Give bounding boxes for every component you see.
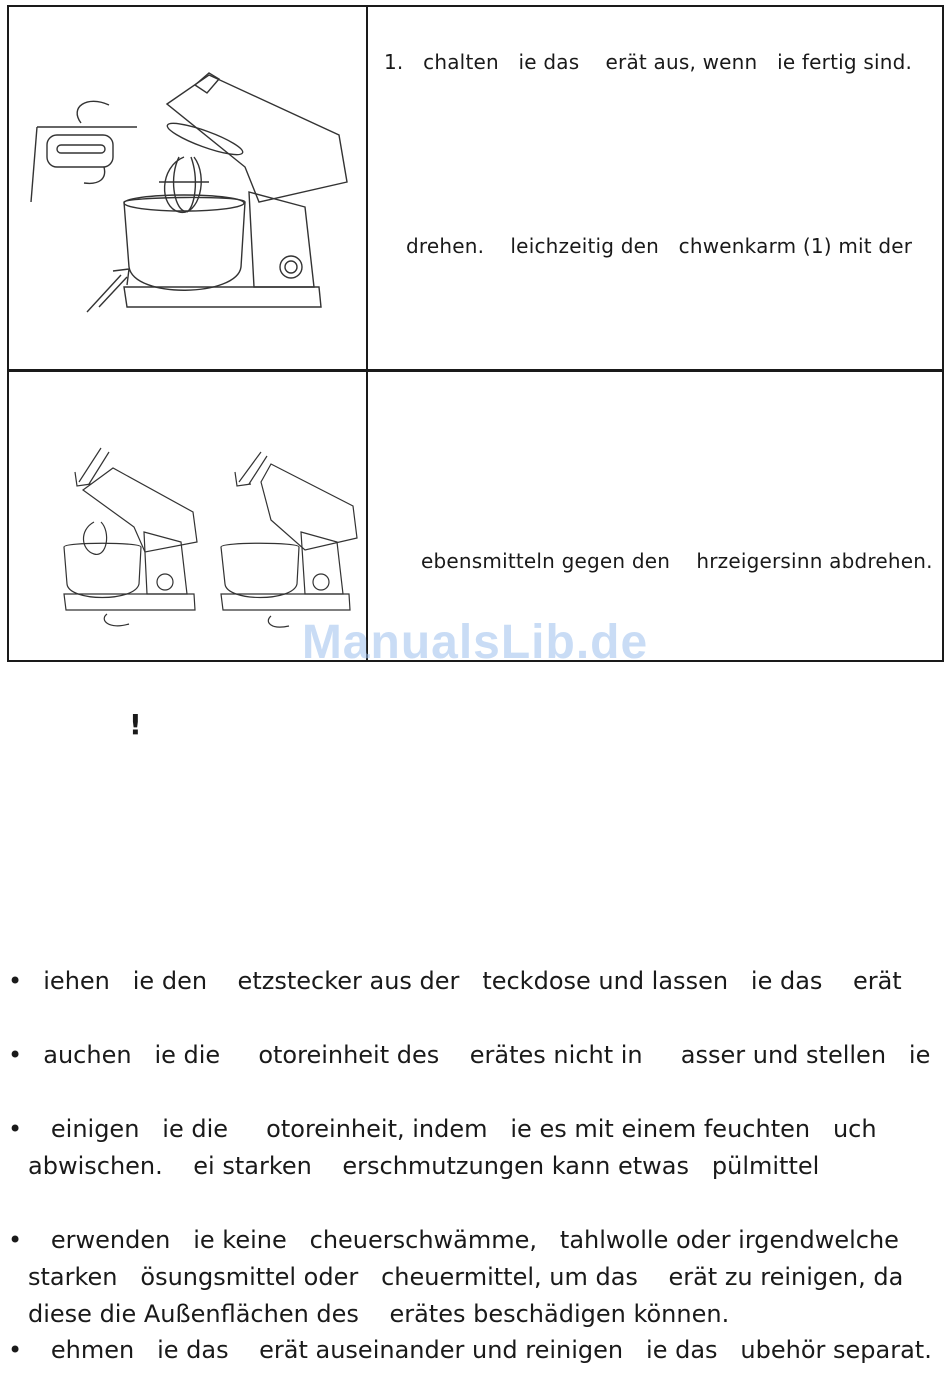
list-item-line: iehen ie den etzstecker aus der teckdose und lassen ie das erät bbox=[28, 967, 902, 995]
stand-mixer-tilt-head-illustration bbox=[9, 7, 366, 369]
step-text-line: 1. chalten ie das erät aus, wenn ie fertig sind. bbox=[384, 50, 913, 74]
bullet-icon: • bbox=[8, 1226, 23, 1254]
instruction-text-cell bbox=[368, 7, 942, 369]
section-heading-exclamation: ! bbox=[129, 708, 142, 741]
bullet-icon: • bbox=[8, 1336, 23, 1364]
bullet-icon: • bbox=[8, 1115, 23, 1143]
list-item-line: auchen ie die otoreinheit des erätes nicht in asser und stellen ie bbox=[28, 1041, 931, 1069]
step-text-line: ebensmitteln gegen den hrzeigersinn abdrehen. bbox=[421, 549, 933, 573]
instruction-row-1 bbox=[7, 5, 944, 371]
watermark: ManualsLib.de bbox=[301, 616, 649, 669]
bullet-icon: • bbox=[8, 967, 23, 995]
step-text-line: drehen. leichzeitig den chwenkarm (1) mit der bbox=[406, 234, 913, 258]
list-item-line: ehmen ie das erät auseinander und reinigen ie das ubehör separat. bbox=[28, 1336, 932, 1364]
list-item-line: einigen ie die otoreinheit, indem ie es mit einem feuchten uch bbox=[28, 1115, 877, 1143]
list-item-line: abwischen. ei starken erschmutzungen kann etwas pülmittel bbox=[28, 1152, 820, 1180]
bullet-icon: • bbox=[8, 1041, 23, 1069]
list-item-line: diese die Außenflächen des erätes beschädigen können. bbox=[28, 1300, 730, 1328]
list-item-line: erwenden ie keine cheuerschwämme, tahlwolle oder irgendwelche bbox=[28, 1226, 899, 1254]
list-item-line: starken ösungsmittel oder cheuermittel, um das erät zu reinigen, da bbox=[28, 1263, 904, 1291]
mixer-illustration-cell bbox=[9, 7, 368, 369]
